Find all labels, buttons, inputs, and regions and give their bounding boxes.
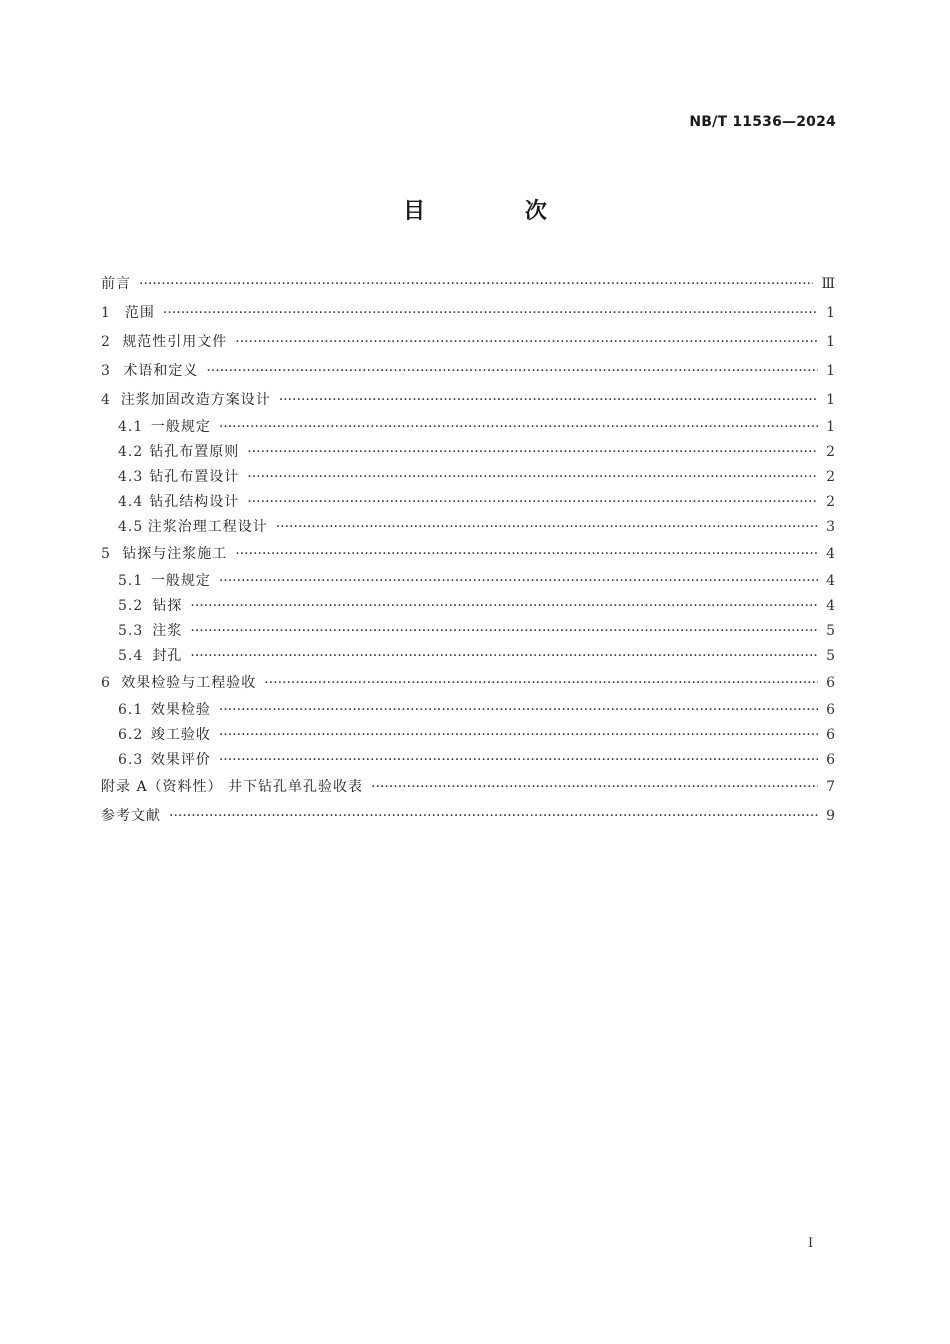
toc-entry[interactable] [101, 802, 836, 831]
toc-dot-leader [169, 802, 818, 831]
toc-dot-leader [139, 270, 813, 299]
toc-entry-page: 1 [826, 334, 836, 350]
toc-entry-number: 4.5 [118, 519, 144, 535]
toc-entry-number: 6.2 [118, 727, 144, 743]
toc-dot-leader [219, 723, 818, 748]
toc-dot-leader [247, 490, 818, 515]
toc-entry-number: 6.3 [118, 752, 144, 768]
toc-entry-number: 3 [101, 363, 111, 379]
toc-entry[interactable] [101, 698, 836, 723]
toc-entry[interactable] [101, 270, 836, 299]
toc-entry-label: 钻探与注浆施工 [122, 546, 228, 562]
toc-entry-number: 5 [101, 546, 111, 562]
toc-entry-page: 2 [826, 469, 836, 485]
toc-entry[interactable] [101, 594, 836, 619]
toc-entry-page: 1 [826, 392, 836, 408]
toc-entry-number: 5.4 [118, 648, 144, 664]
toc-entry-label: 钻孔布置原则 [149, 444, 240, 460]
toc-entry-page: 6 [826, 702, 836, 718]
toc-entry-page: 1 [826, 363, 836, 379]
toc-dot-leader [163, 299, 818, 328]
toc-dot-leader [219, 569, 818, 594]
toc-dot-leader [206, 357, 818, 386]
toc-entry-label: 一般规定 [150, 419, 211, 435]
toc-entry-page: 6 [826, 752, 836, 768]
toc-entry-number: 4.4 [118, 494, 144, 510]
toc-entry-label: 效果检验与工程验收 [121, 675, 257, 691]
toc-entry[interactable] [101, 440, 836, 465]
toc-entry-page: 3 [826, 519, 836, 535]
toc-dot-leader [219, 415, 818, 440]
toc-entry-label: 术语和定义 [123, 363, 199, 379]
toc-dot-leader [247, 440, 818, 465]
toc-entry-page: 2 [826, 444, 836, 460]
toc-dot-leader [190, 644, 818, 669]
footer-page-number: I [808, 1236, 814, 1251]
toc-entry[interactable] [101, 619, 836, 644]
toc-entry-label: 封孔 [152, 648, 183, 664]
toc-entry-label: 竣工验收 [150, 727, 211, 743]
table-of-contents [101, 270, 836, 831]
toc-entry[interactable] [101, 669, 836, 698]
toc-entry[interactable] [101, 773, 836, 802]
toc-entry-number: 4.1 [118, 419, 144, 435]
toc-entry-label: 前言 [101, 276, 131, 292]
toc-entry-label: 一般规定 [150, 573, 211, 589]
toc-entry-label: 效果检验 [150, 702, 211, 718]
toc-entry-number: 4.2 [118, 444, 144, 460]
toc-entry[interactable] [101, 490, 836, 515]
toc-entry[interactable] [101, 644, 836, 669]
toc-dot-leader [276, 515, 818, 540]
toc-dot-leader [219, 698, 818, 723]
toc-entry-number: 6 [101, 675, 111, 691]
toc-entry-page: 4 [826, 573, 836, 589]
page-title: 目 次 [403, 199, 593, 224]
toc-entry-page: 4 [826, 598, 836, 614]
toc-entry-label: 范围 [124, 305, 155, 321]
toc-entry-number: 4.3 [118, 469, 144, 485]
toc-entry-label: 附录 A（资料性） 井下钻孔单孔验收表 [101, 779, 364, 795]
toc-entry-page: 9 [826, 808, 836, 824]
toc-entry[interactable] [101, 723, 836, 748]
toc-entry[interactable] [101, 357, 836, 386]
toc-entry-label: 规范性引用文件 [122, 334, 228, 350]
toc-entry-page: 7 [826, 779, 836, 795]
toc-dot-leader [235, 540, 818, 569]
standard-code: NB/T 11536—2024 [689, 114, 836, 130]
toc-entry-number: 5.2 [118, 598, 144, 614]
toc-entry-page: 4 [826, 546, 836, 562]
toc-entry[interactable] [101, 299, 836, 328]
toc-entry[interactable] [101, 465, 836, 490]
toc-dot-leader [247, 465, 818, 490]
toc-entry-number: 5.3 [118, 623, 144, 639]
toc-entry[interactable] [101, 515, 836, 540]
toc-entry[interactable] [101, 415, 836, 440]
toc-entry-label: 钻探 [152, 598, 183, 614]
toc-entry-page: 1 [826, 305, 836, 321]
toc-entry[interactable] [101, 569, 836, 594]
toc-dot-leader [264, 669, 818, 698]
toc-dot-leader [190, 619, 818, 644]
toc-entry[interactable] [101, 386, 836, 415]
toc-entry-label: 钻孔结构设计 [149, 494, 240, 510]
toc-entry-label: 钻孔布置设计 [149, 469, 240, 485]
toc-dot-leader [235, 328, 818, 357]
toc-entry-page: 6 [826, 675, 836, 691]
toc-entry-number: 5.1 [118, 573, 144, 589]
toc-entry-page: 2 [826, 494, 836, 510]
toc-entry-page: 1 [826, 419, 836, 435]
toc-entry[interactable] [101, 540, 836, 569]
toc-entry-label: 效果评价 [150, 752, 211, 768]
toc-entry[interactable] [101, 328, 836, 357]
toc-entry[interactable] [101, 748, 836, 773]
toc-entry-page: 6 [826, 727, 836, 743]
toc-entry-number: 4 [101, 392, 111, 408]
toc-dot-leader [279, 386, 818, 415]
toc-entry-number: 6.1 [118, 702, 144, 718]
toc-entry-page: 5 [826, 623, 836, 639]
toc-dot-leader [371, 773, 818, 802]
toc-entry-label: 注浆加固改造方案设计 [120, 392, 271, 408]
toc-entry-number: 2 [101, 334, 111, 350]
toc-entry-label: 注浆治理工程设计 [147, 519, 268, 535]
toc-entry-page: Ⅲ [821, 276, 836, 292]
toc-entry-number: 1 [101, 305, 111, 321]
toc-dot-leader [190, 594, 818, 619]
toc-dot-leader [219, 748, 818, 773]
toc-entry-label: 注浆 [152, 623, 183, 639]
toc-entry-label: 参考文献 [101, 808, 161, 824]
toc-entry-page: 5 [826, 648, 836, 664]
